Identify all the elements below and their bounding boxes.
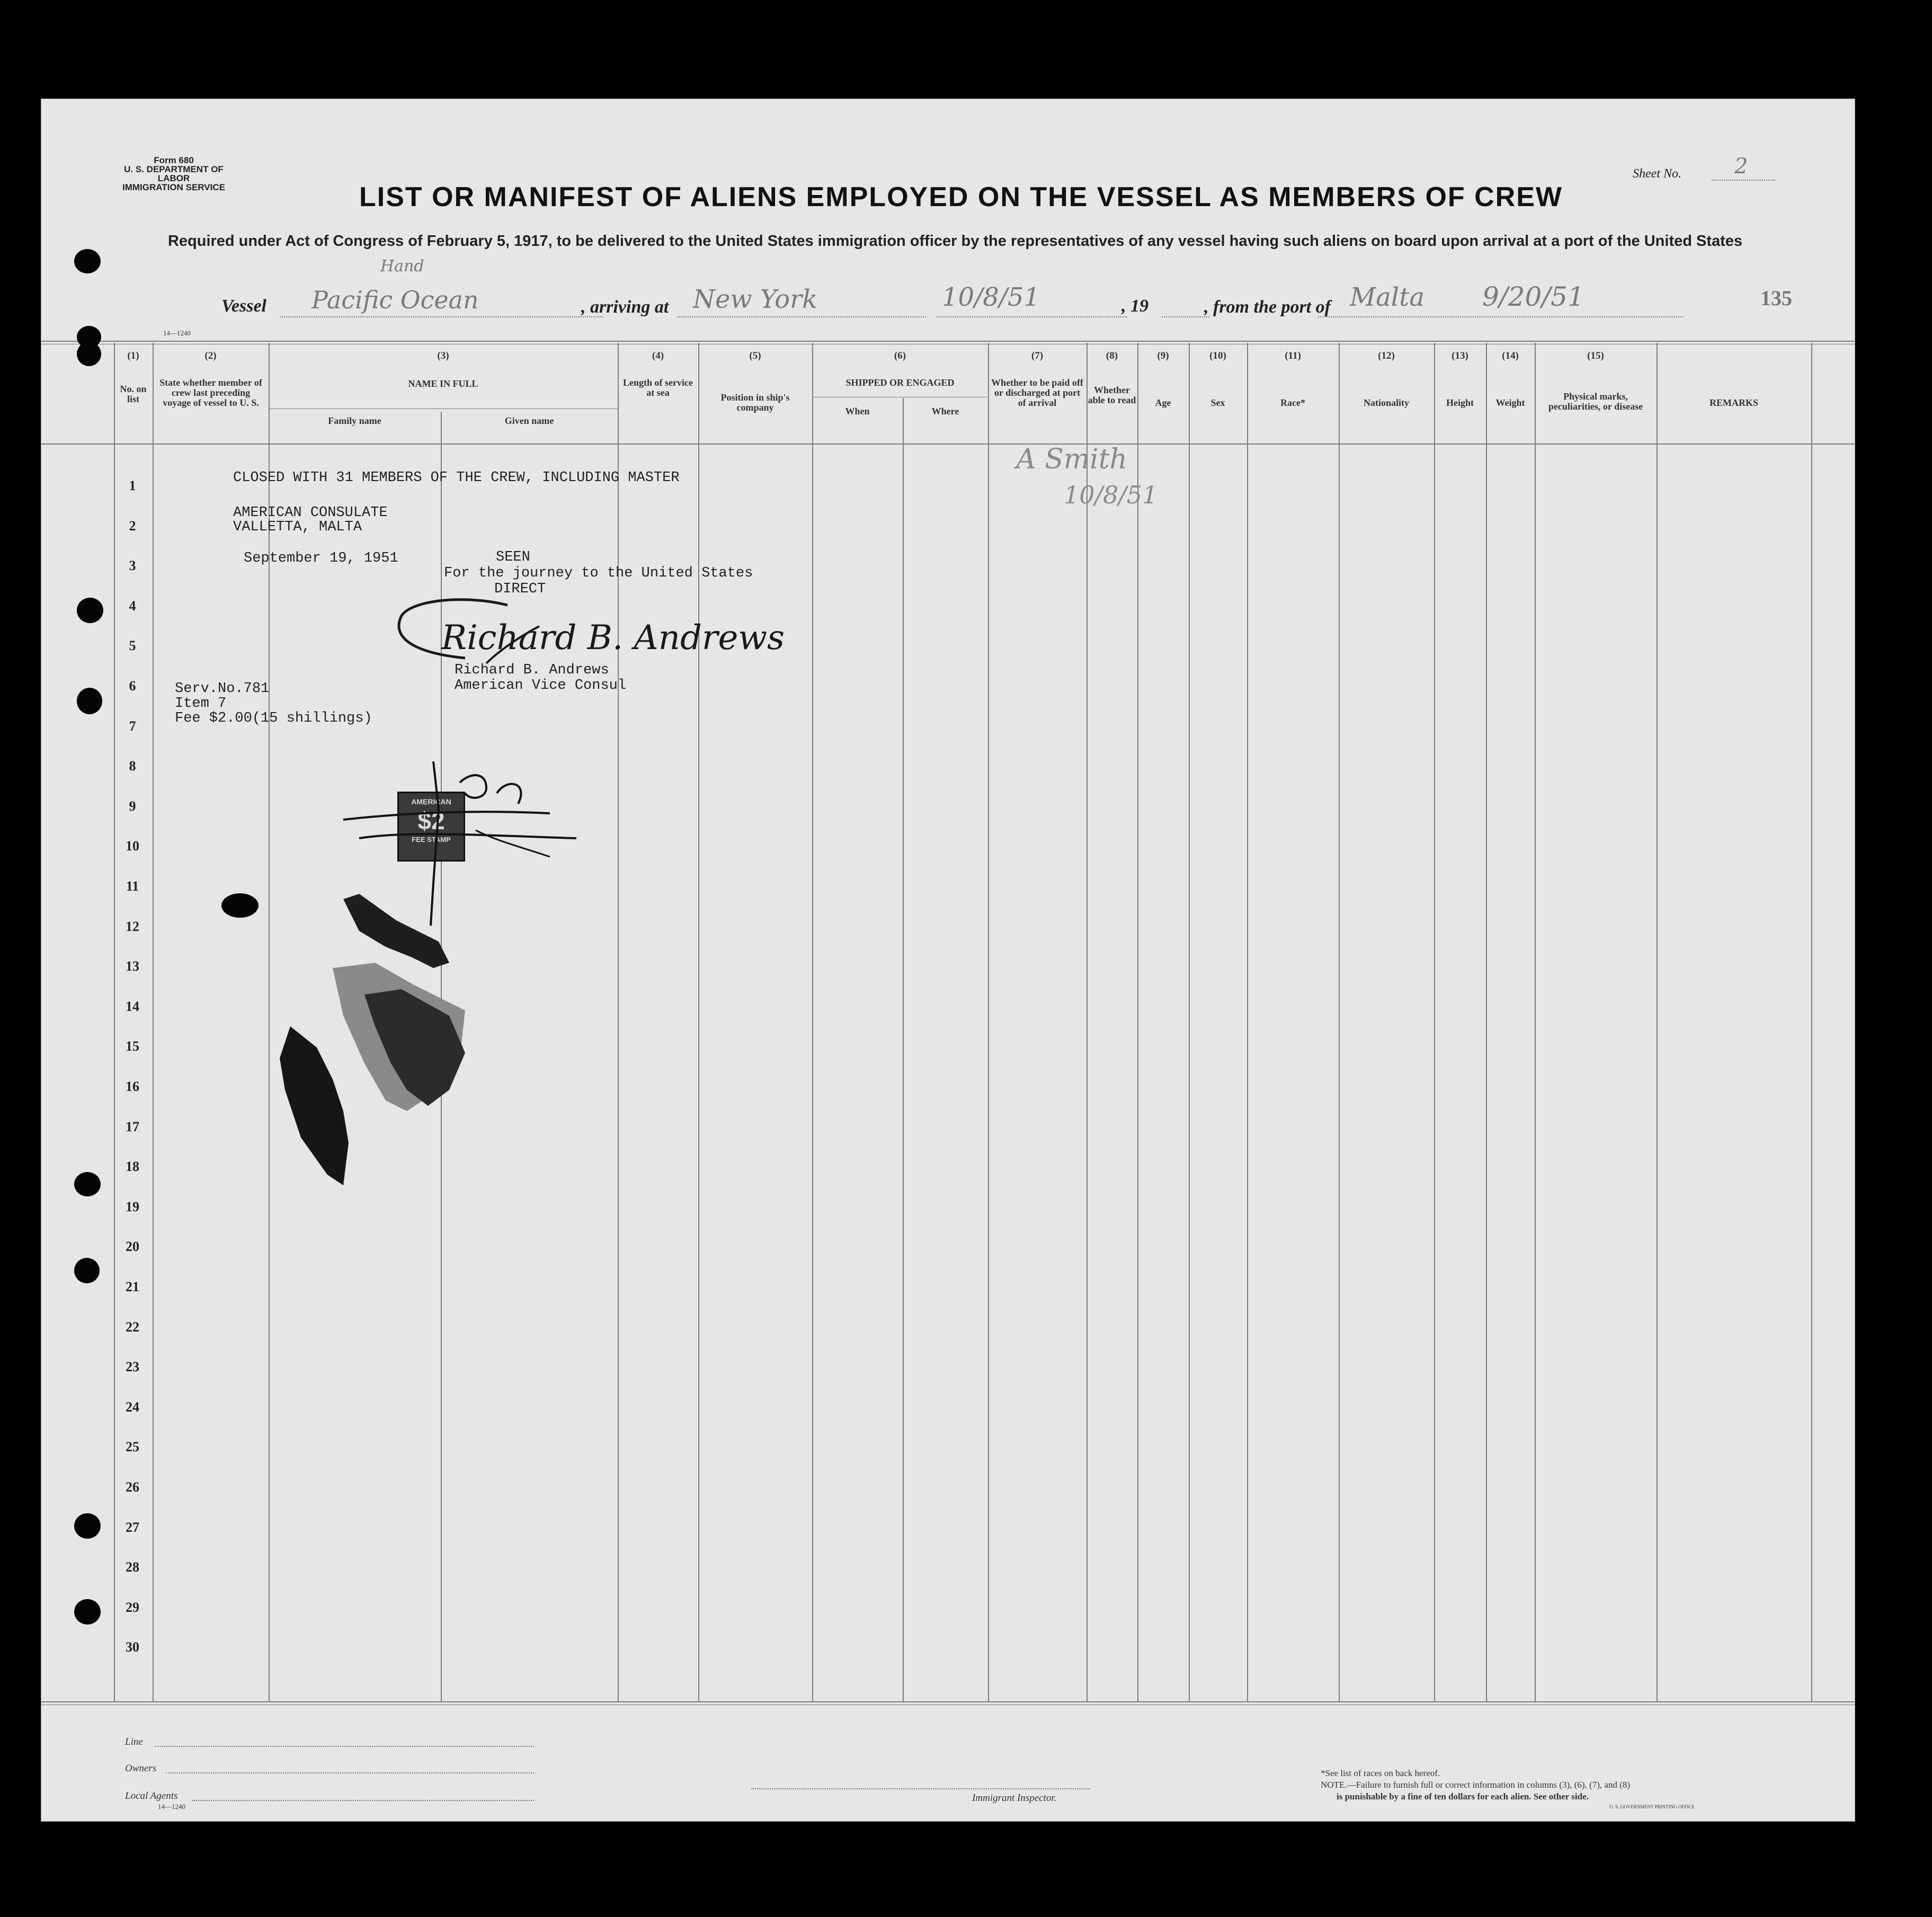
typed-item: Item 7 <box>175 696 227 712</box>
col-rule <box>114 343 115 1702</box>
col-num: (8) <box>1106 350 1118 361</box>
binder-hole <box>74 1599 101 1625</box>
col-header-able-to-read: Whether able to read <box>1088 385 1136 405</box>
row-number: 7 <box>129 718 136 734</box>
department-block <box>110 156 237 192</box>
fee-stamp-top: AMERICAN <box>411 797 451 806</box>
col-header-last-voyage: State whether member of crew last preceding voyage of vessel to U. S. <box>159 377 262 408</box>
col-header-height: Height <box>1446 397 1474 408</box>
footer-line-label: Line <box>125 1736 143 1747</box>
col-header-where: Where <box>931 406 959 416</box>
col-rule <box>1137 343 1138 1702</box>
year-line <box>1162 316 1209 317</box>
row-number: 8 <box>129 758 136 774</box>
row-number: 30 <box>126 1639 139 1655</box>
sheet-number-line <box>1712 180 1775 181</box>
col-header-remarks: REMARKS <box>1709 397 1758 408</box>
row-number: 25 <box>126 1439 139 1455</box>
row-number: 10 <box>126 838 139 854</box>
row-number: 17 <box>126 1119 139 1134</box>
footer-race-note: *See list of races on back hereof. <box>1321 1768 1440 1778</box>
from-port-line <box>1318 316 1684 317</box>
col-header-physical-marks: Physical marks, peculiarities, or disease <box>1548 391 1643 412</box>
typed-journey: For the journey to the United States <box>444 565 753 581</box>
col-num: (14) <box>1502 350 1519 361</box>
footer-fine-note-1: NOTE.—Failure to furnish full or correct information in columns (3), (6), (7), and (8) <box>1321 1780 1630 1790</box>
col-rule <box>903 398 904 1702</box>
col-rule <box>1657 343 1658 1702</box>
row-number: 15 <box>126 1039 139 1054</box>
footer-agents-label: Local Agents <box>125 1790 178 1801</box>
row-number: 28 <box>126 1559 139 1575</box>
row-number: 26 <box>126 1479 139 1495</box>
footer-owners-rule <box>166 1772 534 1773</box>
sheet-number-label: Sheet No. <box>1633 167 1681 181</box>
footer-line-rule <box>155 1746 534 1747</box>
col-num: (7) <box>1031 350 1044 361</box>
row-number: 9 <box>129 798 136 814</box>
col-num: (11) <box>1285 350 1301 361</box>
inspector-initials: A Smith <box>1016 443 1128 475</box>
col-rule <box>1535 343 1536 1702</box>
binder-hole <box>221 893 259 918</box>
col-num: (3) <box>437 350 449 361</box>
typed-date: September 19, 1951 <box>244 551 398 566</box>
typed-serv-no: Serv.No.781 <box>175 681 270 697</box>
col-header-no: No. on list <box>120 384 147 404</box>
typed-city: VALLETTA, MALTA <box>233 519 362 535</box>
col-header-weight: Weight <box>1495 397 1525 408</box>
col-header-sex: Sex <box>1210 397 1225 408</box>
typed-signer-name: Richard B. Andrews <box>455 662 609 678</box>
vessel-label: Vessel <box>221 296 266 316</box>
col-header-given-name: Given name <box>504 415 554 426</box>
col-num: (2) <box>204 350 217 361</box>
col-header-paid-off: Whether to be paid off or discharged at port of arrival <box>991 377 1083 408</box>
row-number: 13 <box>126 958 139 974</box>
col-header-position: Position in ship's company <box>720 392 790 413</box>
row-number: 24 <box>126 1399 139 1415</box>
col-rule <box>1811 343 1812 1702</box>
row-number: 16 <box>126 1079 139 1094</box>
page-subtitle: Required under Act of Congress of February 5, 1917, to be delivered to the United States immigration officer by the representatives of any vessel having such aliens on board upon arrival at a port of the United States <box>167 233 1743 250</box>
col-rule <box>1486 343 1487 1702</box>
arriving-line <box>677 316 926 317</box>
row-number: 29 <box>126 1599 139 1615</box>
col-num: (13) <box>1452 350 1468 361</box>
fee-stamp-value: $2 <box>417 807 445 835</box>
vessel-line <box>280 316 603 317</box>
col-num: (6) <box>894 350 906 361</box>
footer-fine-note-2: is punishable by a fine of ten dollars for each alien. See other side. <box>1337 1791 1589 1801</box>
col-rule <box>1434 343 1435 1702</box>
col-header-shipped: SHIPPED OR ENGAGED <box>845 377 955 388</box>
binder-hole <box>74 1258 100 1283</box>
row-number: 23 <box>126 1359 139 1375</box>
table-top-rule <box>41 341 1855 342</box>
col-header-age: Age <box>1155 397 1171 408</box>
row-number: 11 <box>126 878 139 894</box>
typed-direct: DIRECT <box>494 581 546 597</box>
departure-date: 9/20/51 <box>1482 281 1584 312</box>
col-rule <box>698 343 699 1702</box>
typed-seen: SEEN <box>496 549 530 565</box>
col-header-race: Race* <box>1280 397 1305 408</box>
row-number: 22 <box>126 1319 139 1335</box>
torn-seal-remnant <box>237 889 513 1217</box>
row-number: 19 <box>126 1199 139 1214</box>
binder-hole <box>77 598 103 623</box>
row-number: 18 <box>126 1159 139 1175</box>
footer-printer: U. S. GOVERNMENT PRINTING OFFICE <box>1609 1804 1695 1809</box>
year-label: , 19 <box>1121 296 1148 316</box>
binder-hole <box>74 1172 101 1196</box>
col-header-when: When <box>845 406 870 416</box>
col-rule <box>1339 343 1340 1702</box>
row-number: 14 <box>126 998 139 1014</box>
form-number: Form 680 <box>154 155 194 165</box>
arrival-date: 10/8/51 <box>942 282 1040 312</box>
col-header-nationality: Nationality <box>1363 397 1409 408</box>
col-rule <box>988 343 989 1702</box>
inspector-label: Immigrant Inspector. <box>972 1792 1057 1804</box>
col-header-name: NAME IN FULL <box>408 378 478 389</box>
col-rule <box>1087 343 1088 1702</box>
table-bottom-rule <box>41 1701 1855 1702</box>
row-number: 20 <box>126 1239 139 1255</box>
page-title: LIST OR MANIFEST OF ALIENS EMPLOYED ON THE VESSEL AS MEMBERS OF CREW <box>359 182 1563 212</box>
col-num: (5) <box>749 350 761 361</box>
from-port: Malta <box>1350 282 1425 312</box>
from-port-label: , from the port of <box>1204 297 1331 317</box>
row-number: 2 <box>129 518 136 534</box>
row-number: 6 <box>129 678 136 694</box>
col-rule <box>153 343 154 1702</box>
fee-stamp-bottom: FEE STAMP <box>412 836 451 844</box>
col-num: (15) <box>1587 350 1604 361</box>
row-number: 4 <box>129 598 136 614</box>
binder-hole <box>74 249 101 273</box>
typed-consulate: AMERICAN CONSULATE <box>233 505 388 521</box>
binder-hole <box>77 688 102 714</box>
footer-owners-label: Owners <box>125 1763 157 1774</box>
header-bottom-rule <box>41 443 1855 445</box>
col-num: (9) <box>1157 350 1169 361</box>
col-num: (10) <box>1209 350 1226 361</box>
col-num: (4) <box>652 350 664 361</box>
vessel-note: Hand <box>380 257 424 276</box>
typed-fee: Fee $2.00(15 shillings) <box>175 711 372 726</box>
row-number: 27 <box>126 1519 139 1535</box>
col-header-length-service: Length of service at sea <box>623 377 693 398</box>
date-line <box>937 316 1127 317</box>
row-number: 5 <box>129 638 136 654</box>
arriving-port: New York <box>693 285 818 314</box>
col-rule <box>1247 343 1248 1702</box>
inspector-rule <box>751 1788 1090 1789</box>
vessel-name: Pacific Ocean <box>311 286 479 314</box>
manifest-sheet <box>41 99 1855 1822</box>
service-name: IMMIGRATION SERVICE <box>122 182 225 192</box>
footer-agents-rule <box>192 1800 534 1801</box>
binder-hole <box>74 1513 101 1539</box>
typed-signer-title: American Vice Consul <box>455 678 627 694</box>
row-number: 12 <box>126 918 139 934</box>
col-num: (12) <box>1378 350 1395 361</box>
col-rule <box>618 343 619 1702</box>
col-num: (1) <box>127 350 139 361</box>
page-number: 135 <box>1760 286 1792 310</box>
row-number: 1 <box>129 478 136 493</box>
arriving-label: , arriving at <box>581 297 669 317</box>
inspector-date: 10/8/51 <box>1064 481 1158 509</box>
typed-closed-note: CLOSED WITH 31 MEMBERS OF THE CREW, INCLUDING MASTER <box>233 470 680 486</box>
sheet-number-value: 2 <box>1734 154 1748 179</box>
department-name: U. S. DEPARTMENT OF LABOR <box>124 164 224 183</box>
row-number: 21 <box>126 1279 139 1294</box>
row-number: 3 <box>129 558 136 574</box>
print-code-top: 14—1240 <box>163 329 191 337</box>
consul-signature-text: Richard B. Andrews <box>441 618 785 658</box>
col-rule <box>812 343 813 1702</box>
col-header-family-name: Family name <box>328 415 381 426</box>
binder-hole <box>77 342 101 366</box>
footer-print-code: 14—1240 <box>158 1803 185 1810</box>
col-rule <box>1189 343 1190 1702</box>
